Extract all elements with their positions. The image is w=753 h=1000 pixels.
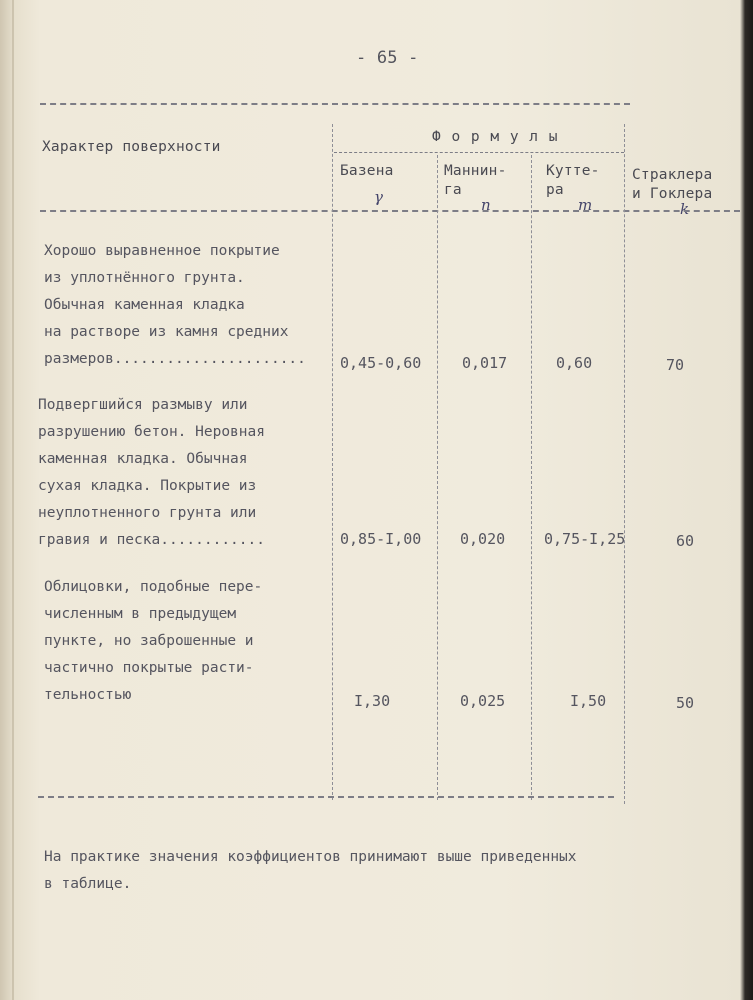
row-1-strickler: 70	[666, 356, 685, 374]
table-header-rule	[40, 210, 740, 212]
row-3-strickler: 50	[676, 694, 695, 712]
column-header-strickler	[632, 166, 712, 204]
column-name-kutter-line1: Кутте-	[546, 163, 600, 179]
column-name-bazin: Базена	[340, 163, 394, 179]
column-name-strickler-line1: Страклера	[632, 167, 713, 183]
row-1-description: Хорошо выравненное покрытие из уплотнённого грунта. Обычная каменная кладка на растворе из камня средних размеров......................	[44, 243, 306, 367]
row-2-kutter: 0,75-I,25	[544, 530, 626, 548]
symbol-bazin: γ	[374, 188, 383, 206]
row-2-bazin: 0,85-I,00	[340, 530, 422, 548]
row-2-strickler: 60	[676, 532, 695, 550]
row-3-bazin: I,30	[354, 692, 391, 710]
binding-gutter	[12, 0, 14, 1000]
column-divider-2	[437, 155, 438, 800]
group-header-formulas: Ф о р м у л ы	[432, 129, 559, 145]
symbol-manning: n	[481, 196, 491, 214]
table-top-rule	[40, 103, 630, 105]
column-header-manning	[444, 162, 507, 200]
symbol-strickler: k	[680, 200, 690, 218]
row-3-manning: 0,025	[460, 692, 506, 710]
symbol-kutter: m	[578, 196, 593, 214]
column-header-kutter	[546, 162, 600, 200]
row-2-manning: 0,020	[460, 530, 506, 548]
group-header-underline	[334, 152, 624, 153]
row-1-manning: 0,017	[462, 354, 508, 372]
row-3-description: Облицовки, подобные пере- численным в предыдущем пункте, но заброшенные и частично покрытые расти- тельностью	[44, 579, 263, 703]
column-name-kutter-line2: ра	[546, 182, 564, 198]
column-divider-3	[531, 155, 532, 800]
column-name-strickler-line2: и Гоклера	[632, 186, 713, 202]
row-3-kutter: I,50	[570, 692, 607, 710]
column-header-bazin	[340, 162, 394, 181]
table-bottom-rule	[38, 796, 614, 798]
column-name-manning-line2: га	[444, 182, 462, 198]
row-2-description: Подвергшийся размыву или разрушению бетон. Неровная каменная кладка. Обычная сухая кладка. Покрытие из неуплотненного грунта или гравия и песка............	[38, 397, 265, 548]
column-divider-4	[624, 124, 625, 804]
column-name-manning-line1: Маннин-	[444, 163, 507, 179]
column-header-surface: Характер поверхности	[42, 139, 221, 155]
row-1-bazin: 0,45-0,60	[340, 354, 422, 372]
footnote: На практике значения коэффициентов принимают выше приведенных в таблице.	[44, 849, 577, 892]
page-number: - 65 -	[356, 48, 419, 68]
row-1-kutter: 0,60	[556, 354, 593, 372]
column-divider-1	[332, 124, 333, 800]
